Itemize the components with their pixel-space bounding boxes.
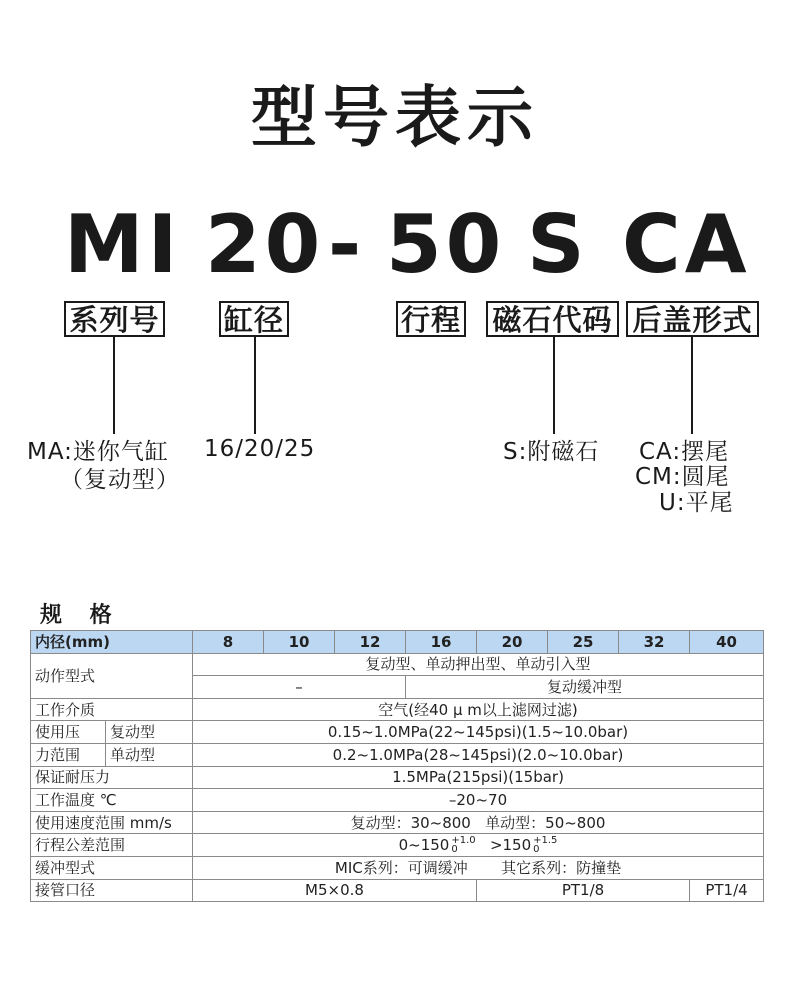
cushion-none: –	[193, 676, 406, 699]
label-tail: 后盖形式	[626, 301, 759, 337]
connector-line	[113, 337, 115, 434]
table-row	[31, 789, 764, 812]
bore-cell: 25	[548, 631, 619, 654]
speed-value: 复动型：30~800 单动型：50~800	[193, 811, 764, 834]
model-code-stroke: 50	[386, 198, 506, 291]
label-magnet: 磁石代码	[486, 301, 619, 337]
cushion-buffer: 复动缓冲型	[406, 676, 764, 699]
tolerance-range-a: 0~150	[398, 835, 450, 854]
proof-label: 保证耐压力	[31, 766, 193, 789]
tail-option: CM:圆尾	[635, 464, 730, 490]
port-pt14: PT1/4	[690, 879, 764, 902]
double-value: 0.15~1.0MPa(22~145psi)(1.5~10.0bar)	[193, 721, 764, 744]
action-label: 动作型式	[31, 653, 193, 698]
single-label: 单动型	[106, 743, 193, 766]
tail-option: CA:摆尾	[639, 439, 730, 465]
tolerance-upper: +1.5	[533, 835, 558, 847]
buffer-label: 缓冲型式	[31, 856, 193, 879]
tolerance-lower: 0	[451, 844, 458, 856]
temp-label: 工作温度 ℃	[31, 789, 193, 812]
spec-table	[30, 630, 764, 902]
table-row	[31, 698, 764, 721]
table-row	[31, 721, 764, 744]
model-code-dash: -	[328, 198, 366, 291]
table-row	[31, 631, 764, 654]
table-row	[31, 743, 764, 766]
model-code-bore: 20	[205, 198, 325, 291]
speed-label: 使用速度范围 mm/s	[31, 811, 193, 834]
model-code-series: MI	[64, 198, 182, 291]
buffer-value: MIC系列：可调缓冲 其它系列：防撞垫	[193, 856, 764, 879]
bore-cell: 20	[477, 631, 548, 654]
bore-description: 16/20/25	[204, 436, 316, 462]
port-m5: M5×0.8	[193, 879, 477, 902]
connector-line	[254, 337, 256, 434]
single-value: 0.2~1.0MPa(28~145psi)(2.0~10.0bar)	[193, 743, 764, 766]
tolerance-value	[193, 834, 764, 857]
tolerance-upper: +1.0	[451, 835, 476, 847]
bore-cell: 12	[335, 631, 406, 654]
pressure-label: 力范围	[31, 743, 106, 766]
spec-heading: 规 格	[40, 603, 122, 628]
model-code-tail: CA	[622, 198, 751, 291]
port-label: 接管口径	[31, 879, 193, 902]
bore-cell: 10	[264, 631, 335, 654]
page-title: 型号表示	[251, 79, 539, 156]
tail-option: U:平尾	[659, 490, 734, 516]
table-row	[31, 811, 764, 834]
bore-cell: 40	[690, 631, 764, 654]
tolerance-label: 行程公差范围	[31, 834, 193, 857]
double-label: 复动型	[106, 721, 193, 744]
connector-line	[691, 337, 693, 434]
bore-cell: 32	[619, 631, 690, 654]
series-description: MA:迷你气缸	[27, 439, 169, 465]
table-row	[31, 856, 764, 879]
label-bore: 缸径	[219, 301, 289, 337]
pressure-label: 使用压	[31, 721, 106, 744]
table-row	[31, 653, 764, 676]
connector-line	[553, 337, 555, 434]
action-value: 复动型、单动押出型、单动引入型	[193, 653, 764, 676]
table-row	[31, 834, 764, 857]
label-stroke: 行程	[396, 301, 466, 337]
tolerance-range-b: >150	[489, 835, 532, 854]
table-row	[31, 766, 764, 789]
bore-header: 内径(mm)	[31, 631, 193, 654]
series-description-type: （复动型）	[60, 467, 180, 493]
temp-value: –20~70	[193, 789, 764, 812]
tolerance-lower: 0	[533, 844, 540, 856]
medium-label: 工作介质	[31, 698, 193, 721]
port-pt18: PT1/8	[477, 879, 690, 902]
label-series: 系列号	[64, 301, 165, 337]
model-code-magnet: S	[527, 198, 589, 291]
magnet-description: S:附磁石	[503, 439, 600, 465]
proof-value: 1.5MPa(215psi)(15bar)	[193, 766, 764, 789]
bore-cell: 16	[406, 631, 477, 654]
medium-value: 空气(经40 μ m以上滤网过滤)	[193, 698, 764, 721]
table-row	[31, 879, 764, 902]
bore-cell: 8	[193, 631, 264, 654]
